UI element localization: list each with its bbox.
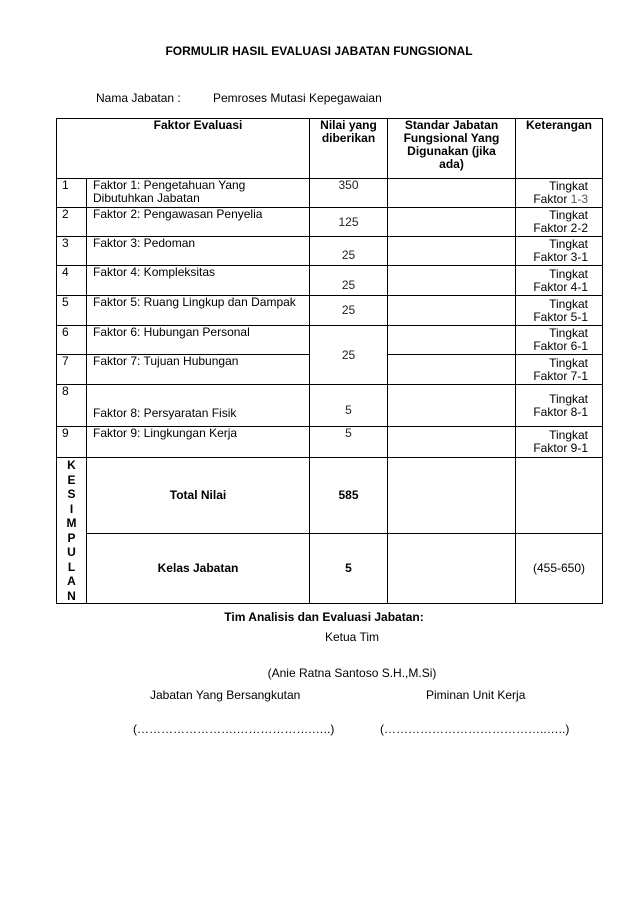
keterangan-suffix: 1-3 bbox=[570, 192, 588, 206]
row-keterangan: Tingkat Faktor 6-1 bbox=[516, 326, 603, 355]
summary-kelas-row bbox=[57, 533, 603, 603]
row-standar bbox=[388, 296, 516, 326]
row-faktor: Faktor 8: Persyaratan Fisik bbox=[87, 385, 310, 427]
row-faktor: Faktor 6: Hubungan Personal bbox=[87, 326, 310, 355]
kelas-range: (455-650) bbox=[516, 533, 603, 603]
team-title: Tim Analisis dan Evaluasi Jabatan: bbox=[224, 610, 424, 624]
row-number: 4 bbox=[57, 266, 87, 296]
row-standar bbox=[388, 427, 516, 458]
table-row bbox=[57, 208, 603, 237]
table-row bbox=[57, 296, 603, 326]
kesimpulan-vertical-label: K E S I M P U L A N bbox=[57, 458, 87, 604]
row-nilai: 25 bbox=[310, 296, 388, 326]
header-standar: Standar Jabatan Fungsional Yang Digunakan (jika ada) bbox=[388, 119, 516, 179]
total-keterangan bbox=[516, 458, 603, 534]
row-number: 3 bbox=[57, 237, 87, 266]
row-number: 9 bbox=[57, 427, 87, 458]
row-number: 8 bbox=[57, 385, 87, 427]
row-nilai: 25 bbox=[310, 266, 388, 296]
nama-jabatan-label: Nama Jabatan : bbox=[96, 91, 181, 105]
signature-right-label: Piminan Unit Kerja bbox=[426, 688, 526, 702]
kelas-standar bbox=[388, 533, 516, 603]
row-number: 7 bbox=[57, 355, 87, 385]
row-keterangan: Tingkat Faktor 2-2 bbox=[516, 208, 603, 237]
row-standar bbox=[388, 237, 516, 266]
row-faktor: Faktor 3: Pedoman bbox=[87, 237, 310, 266]
signature-left-label: Jabatan Yang Bersangkutan bbox=[150, 688, 301, 702]
nama-jabatan-value: Pemroses Mutasi Kepegawaian bbox=[213, 91, 382, 105]
row-faktor: Faktor 2: Pengawasan Penyelia bbox=[87, 208, 310, 237]
row-nilai: 25 bbox=[310, 326, 388, 385]
row-faktor: Faktor 1: Pengetahuan Yang Dibutuhkan Jabatan bbox=[87, 179, 310, 208]
row-keterangan: Tingkat Faktor 7-1 bbox=[516, 355, 603, 385]
header-keterangan: Keterangan bbox=[516, 119, 603, 179]
row-nilai: 25 bbox=[310, 237, 388, 266]
header-nilai: Nilai yang diberikan bbox=[310, 119, 388, 179]
row-standar bbox=[388, 179, 516, 208]
row-keterangan: Tingkat Faktor 4-1 bbox=[516, 266, 603, 296]
row-standar bbox=[388, 355, 516, 385]
table-row bbox=[57, 326, 603, 355]
row-keterangan bbox=[516, 179, 603, 208]
row-keterangan: Tingkat Faktor 8-1 bbox=[516, 385, 603, 427]
evaluation-table bbox=[56, 118, 603, 604]
row-nilai: 125 bbox=[310, 208, 388, 237]
table-header-row bbox=[57, 119, 603, 179]
row-standar bbox=[388, 266, 516, 296]
table-row bbox=[57, 179, 603, 208]
row-faktor: Faktor 9: Lingkungan Kerja bbox=[87, 427, 310, 458]
row-keterangan: Tingkat Faktor 5-1 bbox=[516, 296, 603, 326]
row-number: 1 bbox=[57, 179, 87, 208]
signature-left-line: (…………………….……………….…..) bbox=[133, 722, 335, 736]
row-nilai: 5 bbox=[310, 427, 388, 458]
header-faktor: Faktor Evaluasi bbox=[57, 119, 310, 179]
table-row bbox=[57, 427, 603, 458]
kelas-jabatan-label: Kelas Jabatan bbox=[87, 533, 310, 603]
table-row bbox=[57, 385, 603, 427]
row-number: 5 bbox=[57, 296, 87, 326]
total-standar bbox=[388, 458, 516, 534]
total-nilai-value: 585 bbox=[310, 458, 388, 534]
row-standar bbox=[388, 208, 516, 237]
row-number: 2 bbox=[57, 208, 87, 237]
team-leader-name: (Anie Ratna Santoso S.H.,M.Si) bbox=[267, 666, 437, 680]
table-row bbox=[57, 266, 603, 296]
total-nilai-label: Total Nilai bbox=[87, 458, 310, 534]
row-keterangan: Tingkat Faktor 9-1 bbox=[516, 427, 603, 458]
kelas-jabatan-value: 5 bbox=[310, 533, 388, 603]
keterangan-prefix: Tingkat Faktor bbox=[533, 179, 588, 206]
row-faktor: Faktor 7: Tujuan Hubungan bbox=[87, 355, 310, 385]
row-nilai: 350 bbox=[310, 179, 388, 208]
row-faktor: Faktor 4: Kompleksitas bbox=[87, 266, 310, 296]
row-standar bbox=[388, 326, 516, 355]
row-faktor: Faktor 5: Ruang Lingkup dan Dampak bbox=[87, 296, 310, 326]
row-number: 6 bbox=[57, 326, 87, 355]
row-keterangan: Tingkat Faktor 3-1 bbox=[516, 237, 603, 266]
row-nilai: 5 bbox=[310, 385, 388, 427]
row-standar bbox=[388, 385, 516, 427]
table-row bbox=[57, 237, 603, 266]
document-title: FORMULIR HASIL EVALUASI JABATAN FUNGSIONAL bbox=[165, 44, 473, 58]
summary-total-row bbox=[57, 458, 603, 534]
signature-right-line: (…………………………………..…..) bbox=[380, 722, 570, 736]
team-role: Ketua Tim bbox=[324, 630, 380, 644]
